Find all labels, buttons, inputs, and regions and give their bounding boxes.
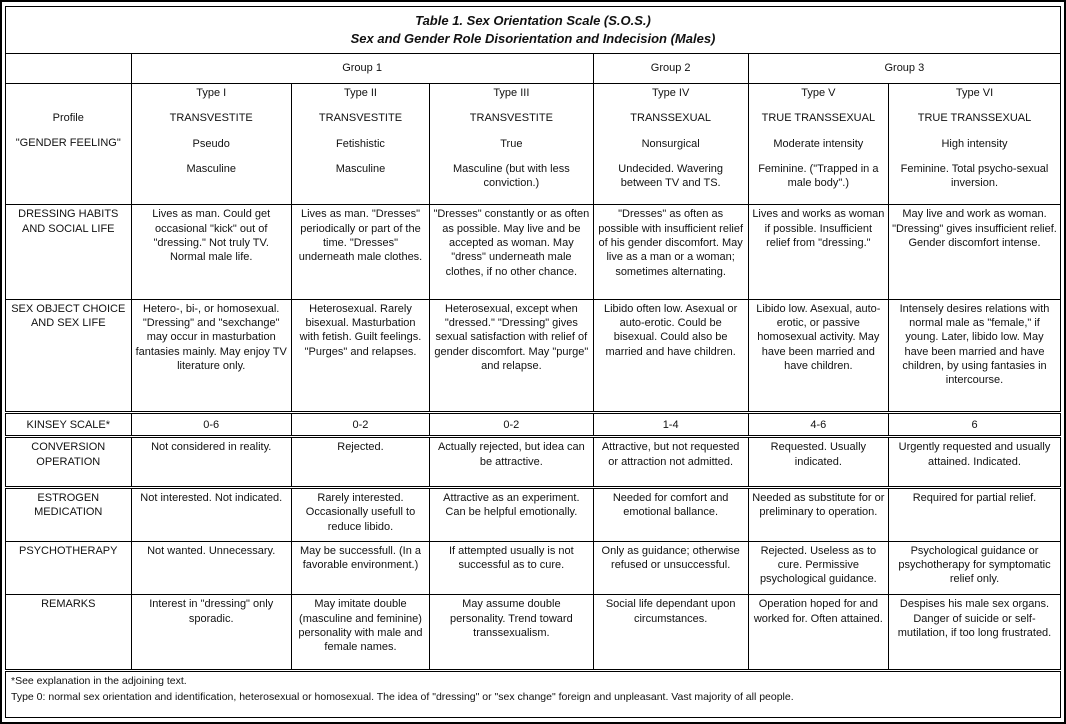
footnotes (6, 671, 1061, 718)
table-cell: May be successfull. (In a favorable environment.) (291, 541, 429, 595)
table-title-line1: Table 1. Sex Orientation Scale (S.O.S.) (415, 13, 651, 29)
table-title-row (6, 7, 1061, 54)
type-intensity: High intensity (941, 137, 1008, 150)
table-cell: Only as guidance; otherwise refused or unsuccessful. (593, 541, 748, 595)
profile-row (6, 83, 1061, 205)
row-label: DRESSING HABITS AND SOCIAL LIFE (6, 205, 132, 299)
type-feeling: Feminine. Total psycho-sexual inversion. (900, 162, 1049, 190)
footnote-line2: Type 0: normal sex orientation and identification, heterosexual or homosexual. The idea of "dressing" or "sex change" foreign and unpleasant. Vast majority of all people. (11, 691, 794, 704)
table-row-sex-object (6, 299, 1061, 412)
table-cell: Required for partial relief. (889, 488, 1061, 542)
type-feeling: Masculine (335, 162, 386, 175)
table-cell: Psychological guidance or psychotherapy for symptomatic relief only. (889, 541, 1061, 595)
type-profile-cell (430, 83, 594, 205)
type-profile-cell (593, 83, 748, 205)
table-cell: 0-2 (430, 413, 594, 437)
type-intensity: Pseudo (192, 137, 230, 150)
table-cell: 6 (889, 413, 1061, 437)
table-cell: May imitate double (masculine and feminine) personality with male and female names. (291, 595, 429, 671)
group3-header: Group 3 (748, 53, 1060, 83)
type-intensity: Moderate intensity (773, 137, 864, 150)
type-profile-cell (748, 83, 888, 205)
type-profile-cell (131, 83, 291, 205)
type-intensity: Nonsurgical (641, 137, 700, 150)
table-cell: Not considered in reality. (131, 437, 291, 488)
row-label: PSYCHOTHERAPY (6, 541, 132, 595)
row-label: ESTROGEN MEDICATION (6, 488, 132, 542)
group-header-spacer (6, 53, 132, 83)
type-feeling: Undecided. Wavering between TV and TS. (618, 162, 724, 190)
group1-header: Group 1 (131, 53, 593, 83)
row-label: KINSEY SCALE* (6, 413, 132, 437)
table-cell: Despises his male sex organs. Danger of suicide or self-mutilation, if too long frustrated. (889, 595, 1061, 671)
table-cell: 0-2 (291, 413, 429, 437)
type-feeling: Masculine (186, 162, 236, 175)
type-intensity: Fetishistic (336, 137, 385, 150)
group-header-row (6, 53, 1061, 83)
table-cell: Not wanted. Unnecessary. (131, 541, 291, 595)
table-cell: Needed as substitute for or preliminary to operation. (748, 488, 888, 542)
footnote-line1: *See explanation in the adjoining text. (11, 675, 187, 688)
table-cell: Social life dependant upon circumstances. (593, 595, 748, 671)
table-cell: Lives as man. Could get occasional "kick" out of "dressing." Not truly TV. Normal male life. (131, 205, 291, 299)
table-cell: Rejected. Useless as to cure. Permissive psychological guidance. (748, 541, 888, 595)
table-cell: "Dresses" constantly or as often as possible. May live and be accepted as woman. May "dress" underneath male clothes, if no other chance. (430, 205, 594, 299)
table-cell: Libido low. Asexual, auto-erotic, or passive homosexual activity. May have been married and have children. (748, 299, 888, 412)
table-row-kinsey (6, 413, 1061, 437)
type-category: TRANSVESTITE (318, 112, 403, 125)
type-category: TRUE TRANSSEXUAL (761, 112, 876, 125)
table-cell: May live and work as woman. "Dressing" gives insufficient relief. Gender discomfort intense. (889, 205, 1061, 299)
table-cell: Libido often low. Asexual or auto-erotic. Could be bisexual. Could also be married and have children. (593, 299, 748, 412)
table-row-conversion (6, 437, 1061, 488)
table-cell: Rarely interested. Occasionally usefull to reduce libido. (291, 488, 429, 542)
table-cell: Hetero-, bi-, or homosexual. "Dressing" and "sexchange" may occur in masturbation fantasies mainly. May enjoy TV literature only. (131, 299, 291, 412)
type-category: TRANSVESTITE (469, 112, 553, 125)
type-number: Type VI (955, 86, 994, 99)
row-label (6, 83, 132, 205)
table-cell: Interest in "dressing" only sporadic. (131, 595, 291, 671)
table-cell: Rejected. (291, 437, 429, 488)
table-cell: Heterosexual. Rarely bisexual. Masturbation with fetish. Guilt feelings. "Purges" and relapses. (291, 299, 429, 412)
row-label: CONVERSION OPERATION (6, 437, 132, 488)
table-cell: Requested. Usually indicated. (748, 437, 888, 488)
profile-label: Profile (52, 111, 84, 124)
table-cell: Attractive, but not requested or attraction not admitted. (593, 437, 748, 488)
table-cell: Urgently requested and usually attained. Indicated. (889, 437, 1061, 488)
type-category: TRUE TRANSSEXUAL (917, 112, 1032, 125)
type-intensity: True (500, 137, 523, 150)
table-title-line2: Sex and Gender Role Disorientation and Indecision (Males) (350, 30, 716, 46)
sos-table (5, 6, 1061, 718)
table-cell: Lives and works as woman if possible. Insufficient relief from "dressing." (748, 205, 888, 299)
type-number: Type V (801, 86, 836, 99)
table-cell: Intensely desires relations with normal male as "female," if young. Later, libido low. May have been married and have children, by using fantasies in intercourse. (889, 299, 1061, 412)
type-feeling: Feminine. ("Trapped in a male body".) (758, 162, 879, 190)
gender-feeling-label: "GENDER FEELING" (15, 137, 121, 150)
footnote-row (6, 671, 1061, 718)
table-row-remarks (6, 595, 1061, 671)
table-title (6, 7, 1061, 54)
group2-header: Group 2 (593, 53, 748, 83)
table-cell: 4-6 (748, 413, 888, 437)
table-cell: Needed for comfort and emotional ballance. (593, 488, 748, 542)
table-cell: Lives as man. "Dresses" periodically or part of the time. "Dresses" underneath male clothes. (291, 205, 429, 299)
type-number: Type I (196, 86, 227, 99)
type-profile-cell (291, 83, 429, 205)
type-number: Type IV (652, 86, 690, 99)
type-profile-cell (889, 83, 1061, 205)
table-cell: Operation hoped for and worked for. Often attained. (748, 595, 888, 671)
table-cell: Not interested. Not indicated. (131, 488, 291, 542)
table-row-estrogen (6, 488, 1061, 542)
type-number: Type III (493, 86, 530, 99)
table-cell: "Dresses" as often as possible with insufficient relief of his gender discomfort. May live as a man or a woman; sometimes alternating. (593, 205, 748, 299)
table-cell: Actually rejected, but idea can be attractive. (430, 437, 594, 488)
table-cell: 0-6 (131, 413, 291, 437)
row-label: SEX OBJECT CHOICE AND SEX LIFE (6, 299, 132, 412)
type-feeling: Masculine (but with less conviction.) (452, 162, 570, 190)
table-cell: If attempted usually is not successful as to cure. (430, 541, 594, 595)
table-cell: May assume double personality. Trend toward transsexualism. (430, 595, 594, 671)
type-number: Type II (343, 86, 377, 99)
table-row-psychotherapy (6, 541, 1061, 595)
table-cell: 1-4 (593, 413, 748, 437)
table-cell: Heterosexual, except when "dressed." "Dressing" gives sexual satisfaction with relief of gender discomfort. May "purge" and relapse. (430, 299, 594, 412)
table-row-dressing (6, 205, 1061, 299)
row-label: REMARKS (6, 595, 132, 671)
type-category: TRANSVESTITE (169, 112, 253, 125)
table-cell: Attractive as an experiment. Can be helpful emotionally. (430, 488, 594, 542)
type-category: TRANSSEXUAL (630, 112, 711, 125)
